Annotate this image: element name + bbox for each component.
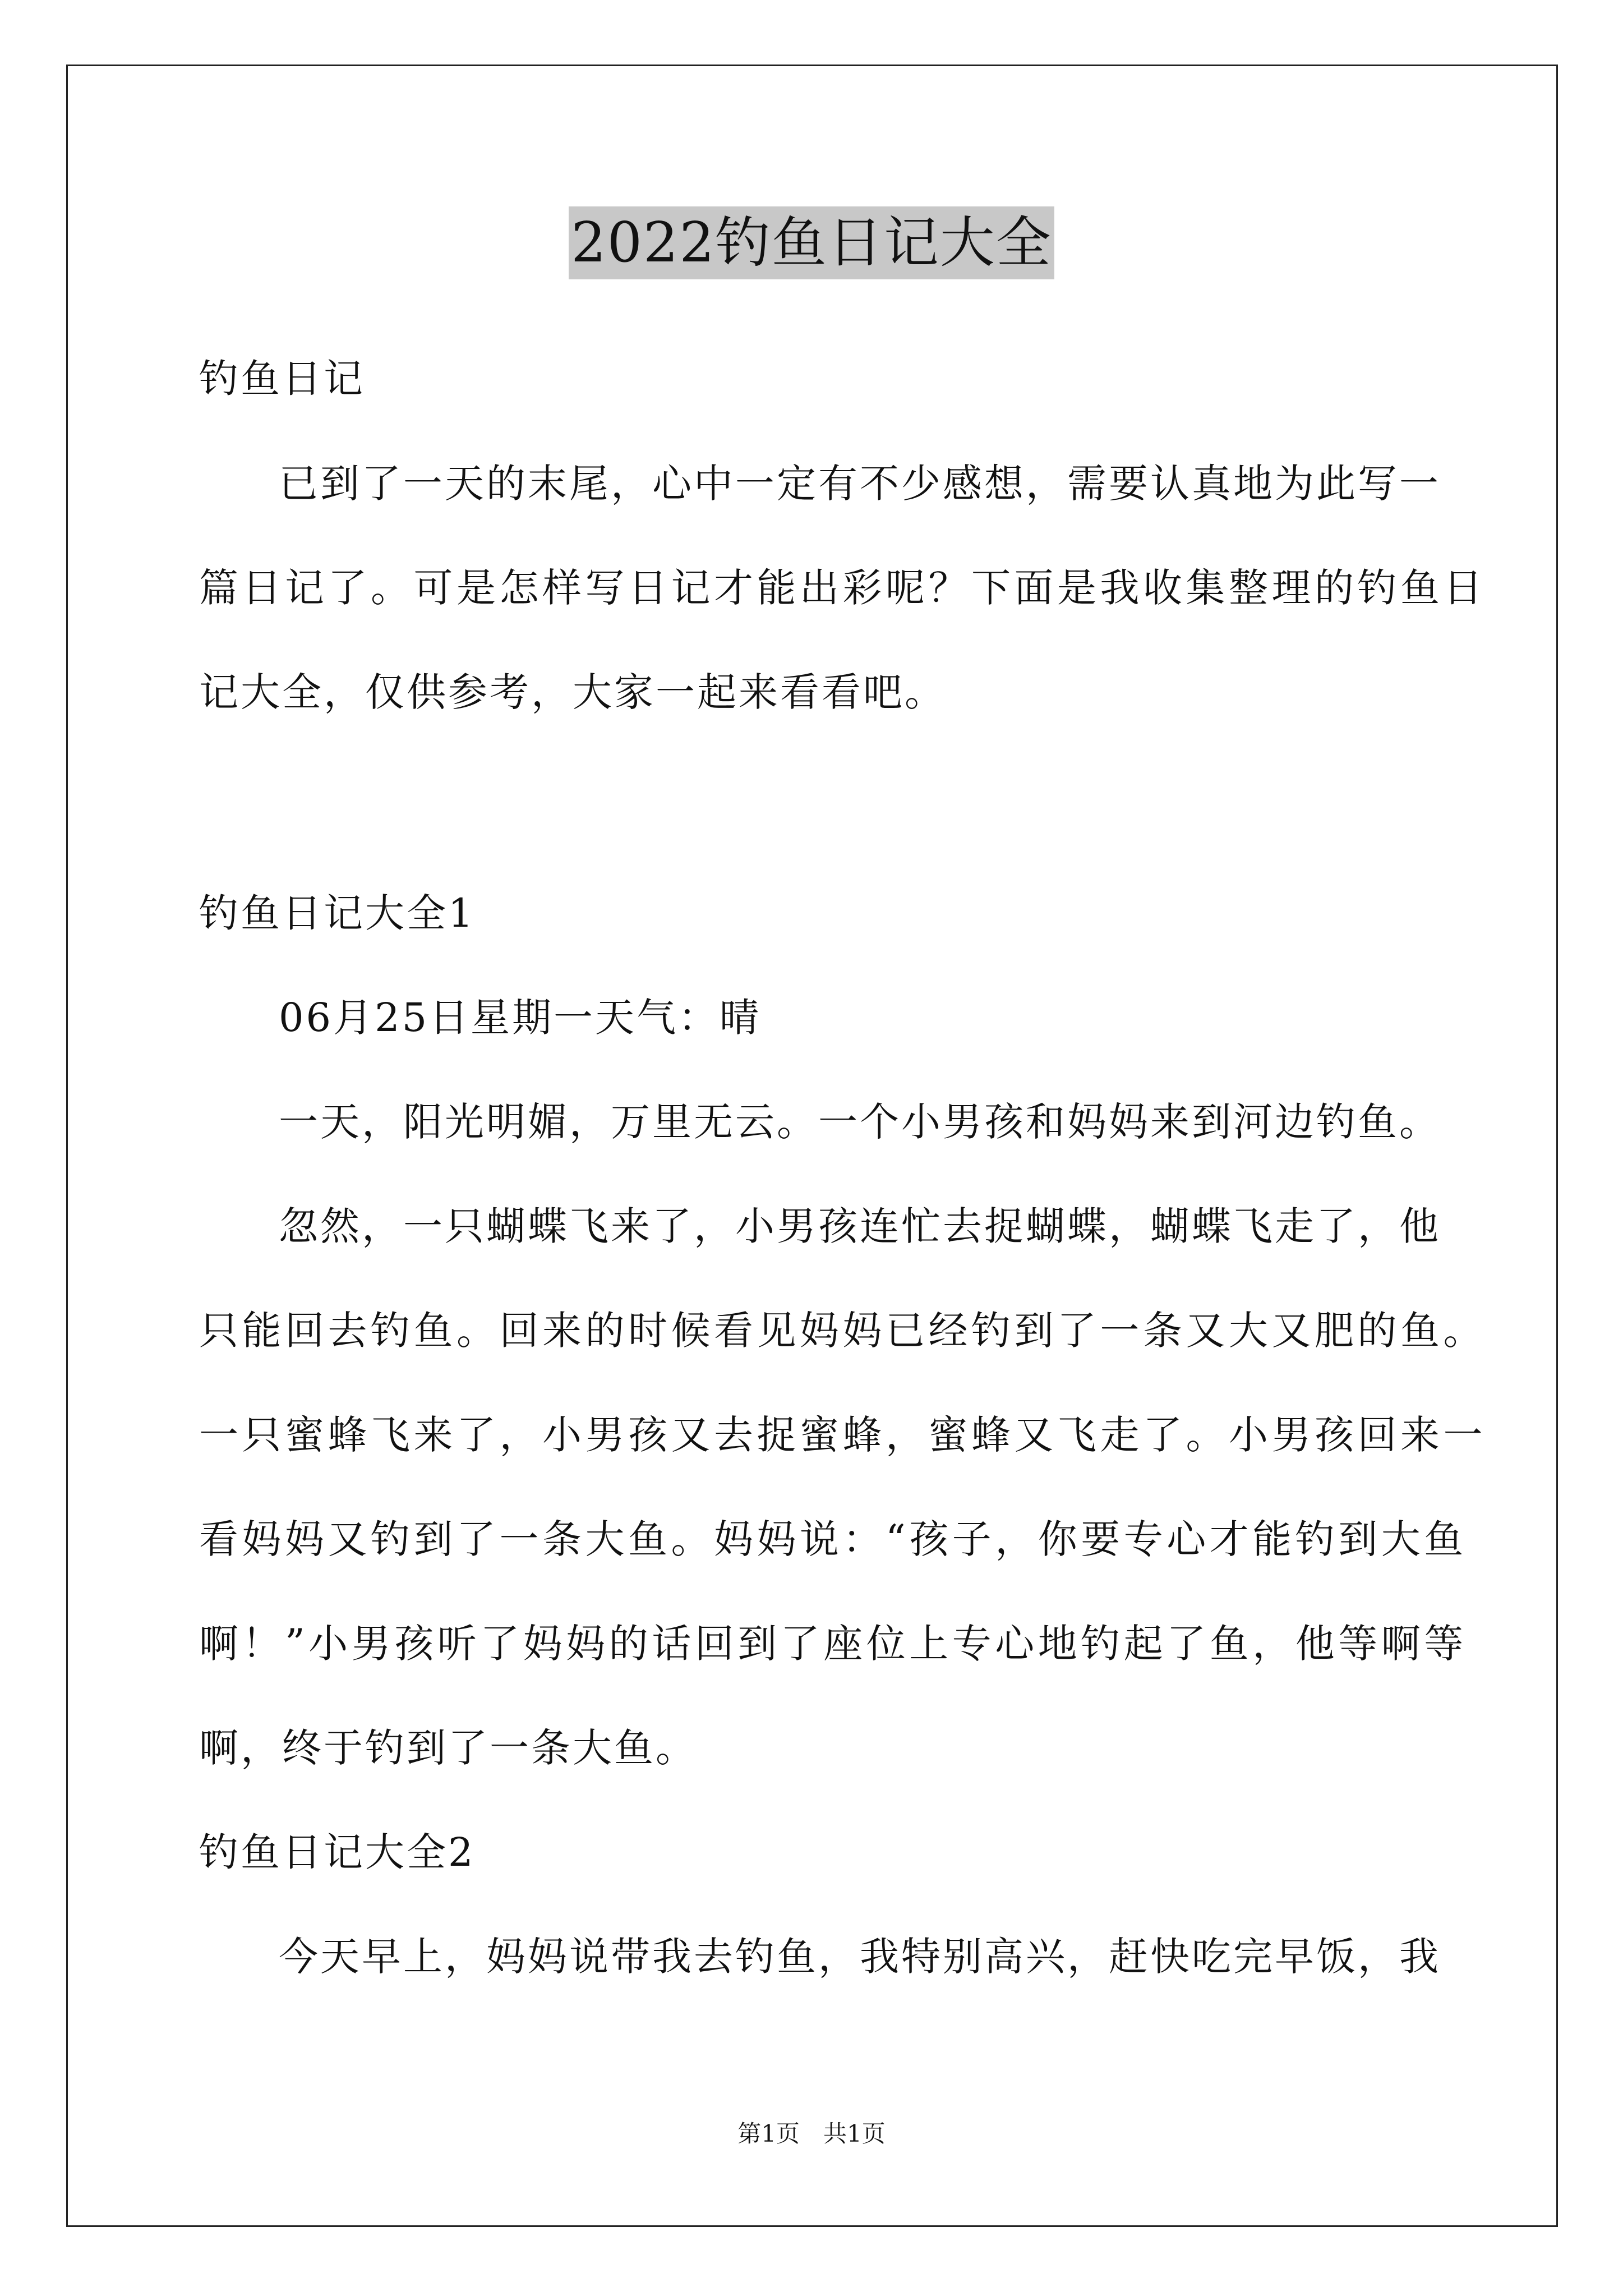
section-heading: 钓鱼日记大全2 [199, 1829, 476, 1875]
paragraph-line: 啊，终于钓到了一条大鱼。 [199, 1725, 697, 1771]
paragraph-line: 已到了一天的末尾，心中一定有不少感想，需要认真地为此写一 [279, 461, 1441, 507]
paragraph-line: 啊！”小男孩听了妈妈的话回到了座位上专心地钓起了鱼，他等啊等 [199, 1621, 1467, 1667]
paragraph-line: 一只蜜蜂飞来了，小男孩又去捉蜜蜂，蜜蜂又飞走了。小男孩回来一 [199, 1412, 1486, 1458]
page-footer: 第1页 共1页 [737, 2120, 886, 2147]
paragraph-line: 记大全，仅供参考，大家一起来看看吧。 [199, 669, 946, 715]
paragraph-line: 忽然，一只蝴蝶飞来了，小男孩连忙去捉蝴蝶，蝴蝶飞走了，他 [279, 1203, 1441, 1249]
section-heading: 钓鱼日记大全1 [199, 890, 476, 936]
section-heading: 钓鱼日记 [199, 356, 365, 402]
paragraph-line: 一天，阳光明媚，万里无云。一个小男孩和妈妈来到河边钓鱼。 [279, 1099, 1441, 1145]
paragraph-line: 今天早上，妈妈说带我去钓鱼，我特别高兴，赶快吃完早饭，我 [279, 1934, 1441, 1980]
paragraph-line: 只能回去钓鱼。回来的时候看见妈妈已经钓到了一条又大又肥的鱼。 [199, 1308, 1486, 1354]
document-title: 2022钓鱼日记大全 [569, 206, 1054, 279]
paragraph-line: 篇日记了。可是怎样写日记才能出彩呢？下面是我收集整理的钓鱼日 [199, 565, 1486, 611]
title-container [0, 206, 1623, 279]
paragraph-line: 06月25日星期一天气：晴 [279, 995, 762, 1041]
paragraph-line: 看妈妈又钓到了一条大鱼。妈妈说：“孩子，你要专心才能钓到大鱼 [199, 1516, 1467, 1562]
